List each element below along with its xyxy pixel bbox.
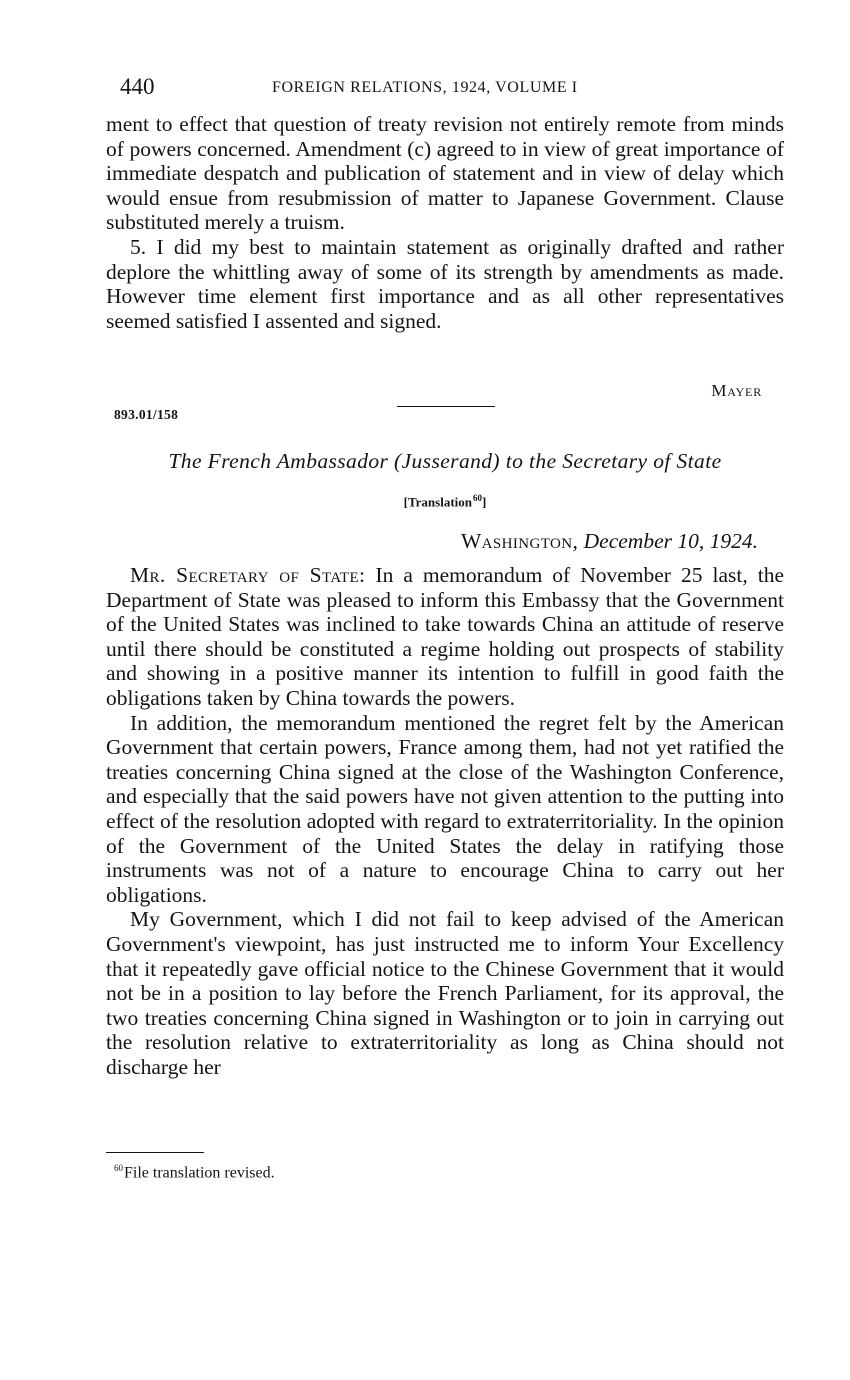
dateline bbox=[300, 529, 758, 554]
letter-paragraph-1 bbox=[106, 563, 784, 711]
dateline-date: December 10, 1924. bbox=[583, 529, 758, 553]
letter-paragraph-1-text: In a memorandum of November 25 last, the Department of State was pleased to inform this Embassy that the Government of the United States was inclined to take towards China an attitude of reserve until there should be constituted a regime holding out prospects of stability and showing in a positive manner its intention to fulfill in good faith the obligations taken by China towards the powers. bbox=[106, 563, 784, 710]
letter-paragraph-2: In addition, the memorandum mentioned the regret felt by the American Government that certain powers, France among them, had not yet ratified the treaties concerning China signed at the close of the Washington Conference, and especially that the said powers have not given attention to the putting into effect of the resolution adopted with regard to extraterritoriality. In the opinion of the Government of the United States the delay in ratifying those instruments was not of a nature to encourage China to carry out her obligations. bbox=[106, 710, 784, 907]
signature: Mayer bbox=[711, 381, 762, 400]
section-divider bbox=[397, 406, 495, 407]
translation-label: [Translation bbox=[403, 494, 473, 510]
heading-suffix: ) to the Secretary of State bbox=[492, 449, 722, 473]
footnote-mark: 60 bbox=[114, 1163, 123, 1173]
continued-paragraph: ment to effect that question of treaty revision not entirely remote from minds of powers concerned. Amendment (c) agreed to in view of great importance of immediate despatch and publication of statement and in view of delay which would ensue from resubmission of matter to Japanese Government. Clause substituted merely a truism. bbox=[106, 112, 784, 235]
running-head bbox=[120, 74, 780, 104]
translation-note bbox=[106, 493, 784, 510]
numbered-paragraph-5: 5. I did my best to maintain statement as originally drafted and rather deplore the whittling away of some of its strength by amendments as made. However time element first importance and as all other representatives seemed satisfied I assented and signed. bbox=[106, 234, 784, 333]
footnote bbox=[114, 1163, 275, 1182]
running-title: FOREIGN RELATIONS, 1924, VOLUME I bbox=[272, 79, 578, 96]
footnote-reference: 60 bbox=[473, 493, 483, 503]
letter-body bbox=[106, 563, 784, 1079]
footnote-text: File translation revised. bbox=[124, 1164, 275, 1182]
translation-close: ] bbox=[482, 494, 487, 510]
continued-text bbox=[106, 112, 784, 333]
letter-paragraph-3: My Government, which I did not fail to keep advised of the American Government's viewpoint, has just instructed me to inform Your Excellency that it repeatedly gave official notice to the Chinese Government that it would not be in a position to lay before the French Parliament, for its approval, the two treaties concerning China signed in Washington or to join in carrying out the resolution relative to extraterritoriality as long as China should not discharge her bbox=[106, 907, 784, 1079]
page-number: 440 bbox=[120, 74, 155, 99]
dateline-place: Washington, bbox=[460, 529, 579, 553]
footnote-divider bbox=[106, 1152, 204, 1153]
file-number: 893.01/158 bbox=[114, 407, 179, 422]
heading-name: Jusserand bbox=[401, 449, 493, 473]
document-heading bbox=[106, 449, 784, 474]
salutation: Mr. Secretary of State: bbox=[130, 563, 366, 587]
heading-prefix: The French Ambassador ( bbox=[168, 449, 402, 473]
